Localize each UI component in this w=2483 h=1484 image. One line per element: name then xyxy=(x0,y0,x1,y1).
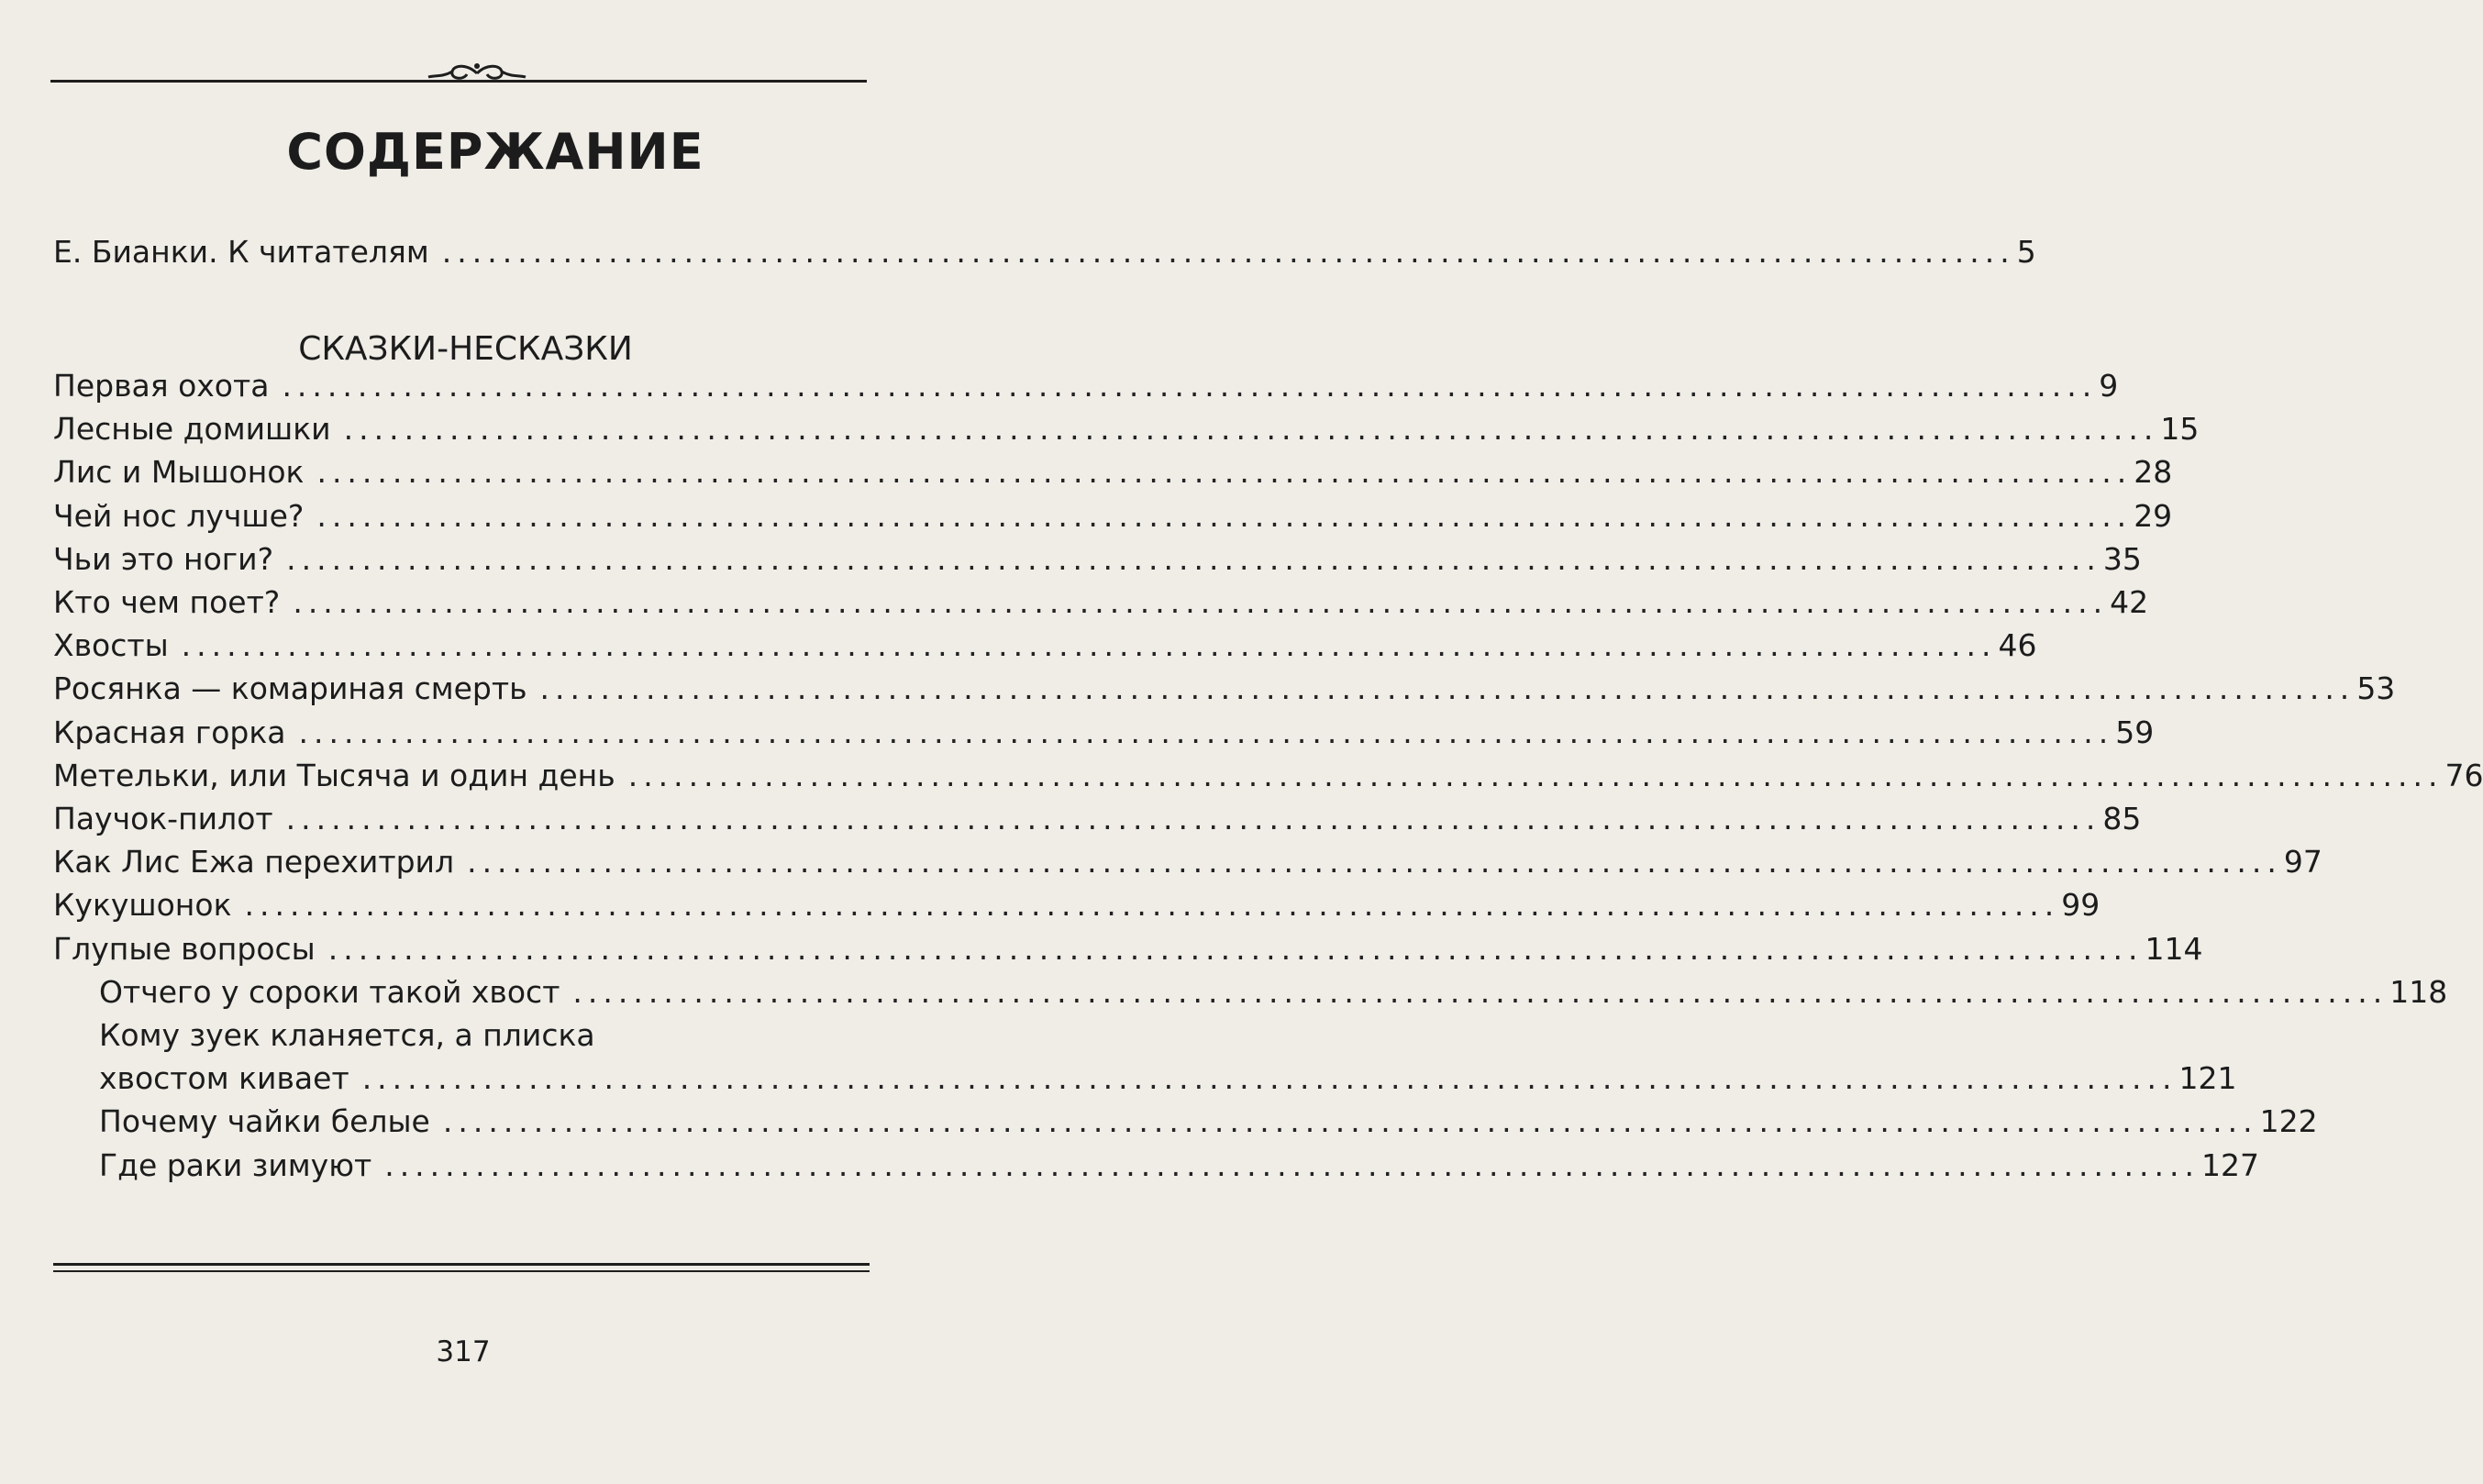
toc-entry xyxy=(53,581,2149,624)
page-number: 317 xyxy=(436,1335,491,1368)
toc-entry-page: 76 xyxy=(2444,757,2483,793)
toc-entry xyxy=(53,365,2119,407)
toc-entry-label: Лис и Мышонок xyxy=(53,454,305,491)
toc-entry-page: 118 xyxy=(2389,973,2448,1010)
toc-subentry-label-line1: Кому зуек кланяется, а плиска xyxy=(99,1017,595,1053)
bottom-rule-thin xyxy=(53,1270,870,1272)
toc-entry-page: 53 xyxy=(2356,670,2396,707)
toc-entry xyxy=(53,451,2173,493)
toc-entry-page: 9 xyxy=(2099,368,2119,404)
toc-entry-label: Глупые вопросы xyxy=(53,930,316,967)
toc-entry-page: 46 xyxy=(1998,627,2037,664)
leader-dots: ........................................................................................................................ xyxy=(181,627,1997,664)
toc-entry-label: Е. Бианки. К читателям xyxy=(53,234,429,270)
leader-dots: ........................................................................................................................ xyxy=(316,454,2133,491)
toc-entry-intro xyxy=(53,231,2036,273)
toc-entry-page: 35 xyxy=(2102,540,2142,577)
toc-subentry xyxy=(99,1058,2237,1100)
toc-entry-page: 59 xyxy=(2115,714,2155,750)
leader-dots: ........................................................................................................................ xyxy=(572,973,2389,1010)
leader-dots: ........................................................................................................................ xyxy=(316,497,2133,534)
toc-entry-label: Первая охота xyxy=(53,368,270,404)
toc-subentry xyxy=(99,1101,2318,1143)
toc-entry-page: 5 xyxy=(2016,234,2036,270)
leader-dots: ........................................................................................................................ xyxy=(627,757,2444,793)
toc-entry-page: 122 xyxy=(2259,1103,2318,1140)
toc-entry-label: Паучок-пилот xyxy=(53,801,273,836)
top-rule xyxy=(50,80,867,83)
toc-entry-label: Лесные домишки xyxy=(53,411,331,448)
toc-entry-label: Хвосты xyxy=(53,627,169,664)
toc-entry-page: 28 xyxy=(2134,454,2173,491)
toc-entry xyxy=(53,928,2203,970)
toc-entry-page: 42 xyxy=(2110,584,2149,620)
toc-entry xyxy=(53,495,2173,537)
leader-dots: ........................................................................................................................ xyxy=(327,930,2144,967)
leader-dots: ........................................................................................................................ xyxy=(467,844,2282,880)
toc-entry xyxy=(53,884,2101,926)
toc-entry-label: Красная горка xyxy=(53,714,286,750)
toc-entry xyxy=(53,538,2142,581)
leader-dots: ........................................................................................................................ xyxy=(286,540,2101,577)
toc-entry-page: 15 xyxy=(2160,411,2200,448)
toc-entry-label: Отчего у сороки такой хвост xyxy=(99,973,560,1010)
toc-entry-label: Где раки зимуют xyxy=(99,1146,372,1183)
toc-entry-page: 99 xyxy=(2061,887,2101,924)
leader-dots: ........................................................................................................................ xyxy=(539,670,2356,707)
leader-dots: ........................................................................................................................ xyxy=(282,368,2098,404)
toc-entry-label: Кукушонок xyxy=(53,887,232,924)
leader-dots: ........................................................................................................................ xyxy=(442,1103,2258,1140)
toc-entry-page: 97 xyxy=(2283,844,2322,880)
leader-dots: ........................................................................................................................ xyxy=(343,411,2159,448)
toc-entry xyxy=(53,408,2200,450)
toc-subentry xyxy=(99,971,2448,1013)
page-title: СОДЕРЖАНИЕ xyxy=(286,123,704,181)
toc-entry-page: 127 xyxy=(2200,1146,2259,1183)
leader-dots: ........................................................................................................................ xyxy=(293,584,2109,620)
leader-dots: ........................................................................................................................ xyxy=(298,714,2114,750)
section-heading: СКАЗКИ-НЕСКАЗКИ xyxy=(298,330,633,368)
toc-entry-page: 121 xyxy=(2178,1060,2237,1097)
toc-subentry xyxy=(99,1145,2259,1187)
toc-entry-label: Кто чем поет? xyxy=(53,584,281,620)
leader-dots: ........................................................................................................ xyxy=(441,234,2015,270)
bottom-rule xyxy=(53,1263,870,1266)
toc-entry xyxy=(53,668,2396,710)
toc-entry-page: 114 xyxy=(2145,930,2203,967)
toc-entry-page: 85 xyxy=(2102,801,2142,836)
toc-entry xyxy=(53,798,2142,840)
toc-entry-label: Как Лис Ежа перехитрил xyxy=(53,844,455,880)
leader-dots: ........................................................................................................................ xyxy=(285,801,2101,836)
toc-entry-label: Росянка — комариная смерть xyxy=(53,670,527,707)
toc-entry-label: хвостом кивает xyxy=(99,1060,349,1097)
leader-dots: ........................................................................................................................ xyxy=(244,887,2060,924)
toc-entry-label: Метельки, или Тысяча и один день xyxy=(53,757,615,793)
toc-entry-page: 29 xyxy=(2134,497,2173,534)
toc-entry-label: Почему чайки белые xyxy=(99,1103,430,1140)
leader-dots: ........................................................................................................................ xyxy=(384,1146,2200,1183)
toc-entry xyxy=(53,625,2037,667)
toc-entry-label: Чьи это ноги? xyxy=(53,540,274,577)
leader-dots: ........................................................................................................................ xyxy=(361,1060,2178,1097)
toc-entry xyxy=(53,841,2322,883)
toc-entry-label: Чей нос лучше? xyxy=(53,497,305,534)
toc-entry xyxy=(53,755,2483,797)
toc-entry xyxy=(53,712,2155,754)
